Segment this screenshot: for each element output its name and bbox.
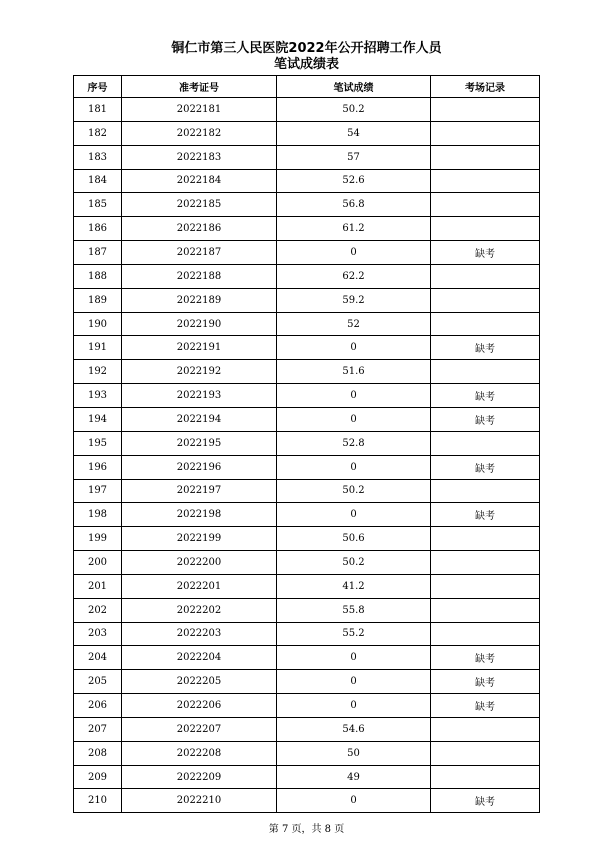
cell-exam-record [431, 741, 540, 765]
cell-exam-number: 2022205 [122, 670, 277, 694]
cell-exam-record [431, 145, 540, 169]
cell-index: 186 [74, 217, 122, 241]
cell-score: 61.2 [277, 217, 431, 241]
cell-score: 50 [277, 741, 431, 765]
cell-exam-number: 2022206 [122, 694, 277, 718]
cell-exam-number: 2022192 [122, 360, 277, 384]
cell-score: 55.8 [277, 598, 431, 622]
table-row [74, 384, 540, 408]
header-score: 笔试成绩 [277, 76, 431, 98]
table-row [74, 121, 540, 145]
cell-index: 181 [74, 98, 122, 122]
cell-exam-record [431, 431, 540, 455]
cell-exam-number: 2022181 [122, 98, 277, 122]
table-row [74, 574, 540, 598]
cell-index: 197 [74, 479, 122, 503]
cell-index: 208 [74, 741, 122, 765]
cell-exam-record [431, 312, 540, 336]
cell-exam-number: 2022190 [122, 312, 277, 336]
cell-exam-record [431, 527, 540, 551]
table-row [74, 360, 540, 384]
cell-exam-number: 2022194 [122, 407, 277, 431]
table-row [74, 765, 540, 789]
cell-index: 189 [74, 288, 122, 312]
cell-exam-number: 2022209 [122, 765, 277, 789]
cell-exam-number: 2022207 [122, 717, 277, 741]
cell-score: 59.2 [277, 288, 431, 312]
table-row [74, 622, 540, 646]
cell-index: 210 [74, 789, 122, 813]
table-row [74, 169, 540, 193]
cell-score: 52 [277, 312, 431, 336]
cell-score: 0 [277, 384, 431, 408]
table-row [74, 479, 540, 503]
table-row [74, 336, 540, 360]
cell-score: 62.2 [277, 264, 431, 288]
table-row [74, 503, 540, 527]
cell-index: 188 [74, 264, 122, 288]
cell-exam-number: 2022183 [122, 145, 277, 169]
cell-index: 206 [74, 694, 122, 718]
table-row [74, 98, 540, 122]
cell-score: 0 [277, 455, 431, 479]
cell-exam-record: 缺考 [431, 241, 540, 265]
cell-exam-number: 2022204 [122, 646, 277, 670]
cell-exam-record [431, 169, 540, 193]
table-row [74, 193, 540, 217]
table-row [74, 551, 540, 575]
cell-exam-number: 2022187 [122, 241, 277, 265]
cell-score: 50.2 [277, 98, 431, 122]
cell-exam-number: 2022196 [122, 455, 277, 479]
cell-score: 0 [277, 694, 431, 718]
cell-score: 0 [277, 503, 431, 527]
cell-exam-number: 2022210 [122, 789, 277, 813]
cell-score: 52.8 [277, 431, 431, 455]
cell-score: 0 [277, 789, 431, 813]
cell-exam-record: 缺考 [431, 694, 540, 718]
cell-score: 41.2 [277, 574, 431, 598]
cell-exam-record: 缺考 [431, 789, 540, 813]
cell-exam-number: 2022200 [122, 551, 277, 575]
cell-index: 185 [74, 193, 122, 217]
cell-score: 49 [277, 765, 431, 789]
cell-exam-number: 2022193 [122, 384, 277, 408]
cell-exam-number: 2022199 [122, 527, 277, 551]
cell-exam-record: 缺考 [431, 670, 540, 694]
cell-score: 0 [277, 241, 431, 265]
table-row [74, 217, 540, 241]
document-title: 铜仁市第三人民医院2022年公开招聘工作人员 [171, 41, 442, 56]
cell-index: 182 [74, 121, 122, 145]
cell-exam-number: 2022184 [122, 169, 277, 193]
cell-score: 0 [277, 670, 431, 694]
cell-index: 183 [74, 145, 122, 169]
table-row [74, 646, 540, 670]
cell-index: 199 [74, 527, 122, 551]
cell-index: 191 [74, 336, 122, 360]
cell-index: 204 [74, 646, 122, 670]
cell-exam-number: 2022208 [122, 741, 277, 765]
cell-exam-record [431, 574, 540, 598]
cell-exam-record [431, 598, 540, 622]
cell-score: 55.2 [277, 622, 431, 646]
cell-exam-number: 2022202 [122, 598, 277, 622]
header-exam-number: 准考证号 [122, 76, 277, 98]
cell-exam-record [431, 765, 540, 789]
table-row [74, 407, 540, 431]
cell-exam-number: 2022191 [122, 336, 277, 360]
cell-index: 184 [74, 169, 122, 193]
document-subtitle: 笔试成绩表 [273, 57, 339, 72]
cell-index: 187 [74, 241, 122, 265]
table-row [74, 694, 540, 718]
cell-score: 56.8 [277, 193, 431, 217]
cell-index: 207 [74, 717, 122, 741]
cell-index: 198 [74, 503, 122, 527]
cell-score: 50.2 [277, 479, 431, 503]
cell-score: 51.6 [277, 360, 431, 384]
header-exam-record: 考场记录 [431, 76, 540, 98]
cell-exam-number: 2022201 [122, 574, 277, 598]
cell-exam-record: 缺考 [431, 407, 540, 431]
cell-exam-number: 2022188 [122, 264, 277, 288]
cell-index: 200 [74, 551, 122, 575]
cell-index: 192 [74, 360, 122, 384]
cell-index: 194 [74, 407, 122, 431]
table-row [74, 312, 540, 336]
header-index: 序号 [74, 76, 122, 98]
cell-exam-record: 缺考 [431, 503, 540, 527]
cell-exam-record [431, 193, 540, 217]
cell-score: 50.2 [277, 551, 431, 575]
table-header-row [74, 76, 540, 98]
table-row [74, 288, 540, 312]
cell-exam-record [431, 98, 540, 122]
cell-index: 195 [74, 431, 122, 455]
cell-exam-record [431, 551, 540, 575]
cell-exam-record [431, 264, 540, 288]
cell-exam-record [431, 217, 540, 241]
cell-exam-record [431, 360, 540, 384]
cell-exam-number: 2022189 [122, 288, 277, 312]
cell-index: 190 [74, 312, 122, 336]
cell-index: 209 [74, 765, 122, 789]
table-row [74, 670, 540, 694]
cell-exam-number: 2022185 [122, 193, 277, 217]
table-row [74, 789, 540, 813]
cell-index: 205 [74, 670, 122, 694]
cell-exam-record [431, 479, 540, 503]
cell-exam-record: 缺考 [431, 336, 540, 360]
cell-exam-record: 缺考 [431, 384, 540, 408]
cell-index: 196 [74, 455, 122, 479]
table-row [74, 264, 540, 288]
cell-score: 0 [277, 336, 431, 360]
cell-exam-number: 2022186 [122, 217, 277, 241]
cell-score: 0 [277, 407, 431, 431]
table-row [74, 717, 540, 741]
cell-exam-number: 2022195 [122, 431, 277, 455]
cell-index: 193 [74, 384, 122, 408]
cell-exam-number: 2022198 [122, 503, 277, 527]
cell-score: 54.6 [277, 717, 431, 741]
cell-exam-record: 缺考 [431, 455, 540, 479]
table-row [74, 527, 540, 551]
table-row [74, 741, 540, 765]
cell-exam-number: 2022197 [122, 479, 277, 503]
cell-exam-number: 2022203 [122, 622, 277, 646]
cell-index: 201 [74, 574, 122, 598]
cell-exam-record [431, 622, 540, 646]
cell-score: 50.6 [277, 527, 431, 551]
cell-exam-number: 2022182 [122, 121, 277, 145]
cell-index: 203 [74, 622, 122, 646]
table-row [74, 241, 540, 265]
cell-score: 54 [277, 121, 431, 145]
cell-exam-record [431, 288, 540, 312]
cell-score: 52.6 [277, 169, 431, 193]
table-row [74, 455, 540, 479]
cell-exam-record [431, 121, 540, 145]
page-number: 第 7 页，共 8 页 [268, 824, 345, 835]
cell-exam-record: 缺考 [431, 646, 540, 670]
cell-exam-record [431, 717, 540, 741]
cell-index: 202 [74, 598, 122, 622]
table-row [74, 598, 540, 622]
scores-table [73, 75, 540, 813]
table-row [74, 145, 540, 169]
cell-score: 57 [277, 145, 431, 169]
cell-score: 0 [277, 646, 431, 670]
table-row [74, 431, 540, 455]
